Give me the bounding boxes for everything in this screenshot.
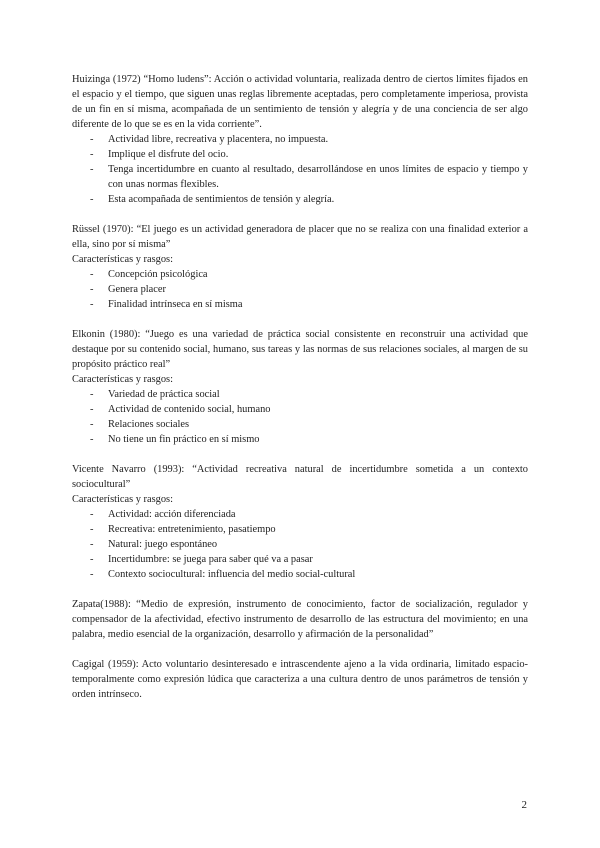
definition-paragraph: Elkonin (1980): “Juego es una variedad de práctica social consistente en reconstruir una actividad que destaque por su contenido social, humano, sus tareas y las normas de sus relaciones sociales, al margen de su propósito práctico real” [72,329,528,370]
list-item [72,522,528,537]
definition-block-huizinga [72,72,528,207]
list-item-text: Finalidad intrínseca en sí misma [108,299,243,310]
trait-list [72,387,528,447]
list-item-text: Actividad libre, recreativa y placentera, no impuesta. [108,134,329,145]
trait-list [72,132,528,207]
definition-block-elkonin [72,327,528,447]
list-item [72,162,528,192]
traits-subheading: Características y rasgos: [72,374,173,385]
dash-marker: - [90,434,94,445]
definition-paragraph: Zapata(1988): “Medio de expresión, instrumento de conocimiento, factor de socialización, regulador y compensador de la afectividad, efectivo instrumento de desarrollo de las estructura del movimiento; en una palabra, medio esencial de la organización, desarrollo y afirmación de la personalidad” [72,599,528,640]
dash-marker: - [90,404,94,415]
dash-marker: - [90,284,94,295]
list-item [72,552,528,567]
list-item-text: Recreativa: entretenimiento, pasatiempo [108,524,276,535]
list-item [72,567,528,582]
dash-marker: - [90,299,94,310]
list-item [72,402,528,417]
page-content [72,72,528,717]
list-item [72,432,528,447]
dash-marker: - [90,134,94,145]
dash-marker: - [90,389,94,400]
definition-paragraph: Cagigal (1959): Acto voluntario desinteresado e intrascendente ajeno a la vida ordinaria, limitado espacio-temporalmente como expresión lúdica que caracteriza a una cultura dentro de unos parámetros de tensión y orden intrínseco. [72,659,528,700]
list-item-text: Variedad de práctica social [108,389,220,400]
list-item-text: Concepción psicológica [108,269,208,280]
list-item-text: Natural: juego espontáneo [108,539,218,550]
definition-block-navarro [72,462,528,582]
dash-marker: - [90,164,94,175]
dash-marker: - [90,269,94,280]
list-item-text: Actividad de contenido social, humano [108,404,271,415]
traits-subheading: Características y rasgos: [72,254,173,265]
list-item-text: Relaciones sociales [108,419,190,430]
definition-block-russel [72,222,528,312]
list-item-text: Esta acompañada de sentimientos de tensión y alegría. [108,194,335,205]
dash-marker: - [90,194,94,205]
list-item-text: Genera placer [108,284,166,295]
list-item [72,297,528,312]
definition-block-cagigal [72,657,528,702]
list-item-text: Tenga incertidumbre en cuanto al resultado, desarrollándose en unos límites de espacio y tiempo y con unas normas flexibles. [108,164,528,190]
list-item [72,132,528,147]
list-item-text: No tiene un fin práctico en sí mismo [108,434,260,445]
list-item [72,417,528,432]
definition-paragraph: Vicente Navarro (1993): “Actividad recreativa natural de incertidumbre sometida a un contexto sociocultural” [72,464,528,490]
list-item [72,192,528,207]
list-item [72,147,528,162]
list-item [72,282,528,297]
dash-marker: - [90,569,94,580]
trait-list [72,507,528,582]
list-item [72,537,528,552]
definition-paragraph: Rüssel (1970): “El juego es un actividad generadora de placer que no se realiza con una finalidad exterior a ella, sino por sí misma” [72,224,528,250]
list-item-text: Contexto sociocultural: influencia del medio social-cultural [108,569,356,580]
list-item [72,267,528,282]
list-item [72,507,528,522]
trait-list [72,267,528,312]
dash-marker: - [90,539,94,550]
traits-subheading: Características y rasgos: [72,494,173,505]
list-item [72,387,528,402]
dash-marker: - [90,149,94,160]
dash-marker: - [90,554,94,565]
dash-marker: - [90,509,94,520]
list-item-text: Implique el disfrute del ocio. [108,149,229,160]
dash-marker: - [90,524,94,535]
list-item-text: Actividad: acción diferenciada [108,509,236,520]
page-number: 2 [521,799,527,811]
dash-marker: - [90,419,94,430]
list-item-text: Incertidumbre: se juega para saber qué va a pasar [108,554,313,565]
definition-block-zapata [72,597,528,642]
definition-paragraph: Huizinga (1972) “Homo ludens”: Acción o actividad voluntaria, realizada dentro de ciertos límites fijados en el espacio y el tiempo, que siguen unas reglas libremente aceptadas, pero completamente imperiosa, provista de un fin en sí misma, acompañada de un sentimiento de tensión y alegría y de una conciencia de ser algo diferente de lo que se es en la vida corriente”. [72,74,528,130]
